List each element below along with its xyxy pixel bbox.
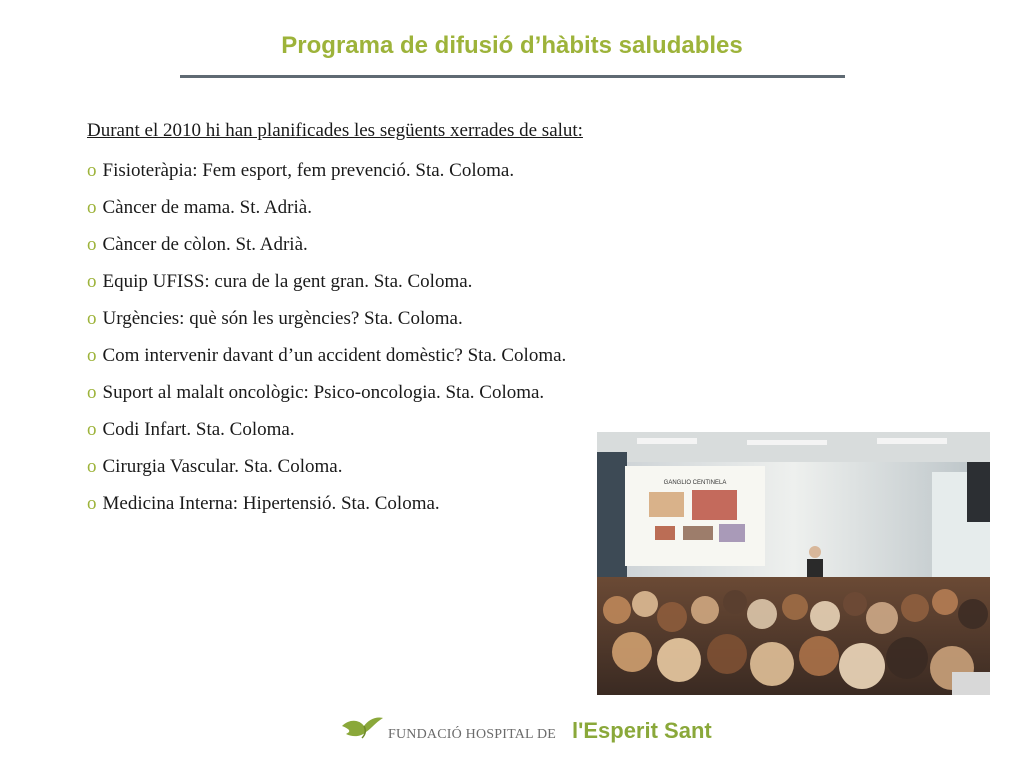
slide-title: Programa de difusió d’hàbits saludables bbox=[281, 32, 743, 59]
projection-screen bbox=[625, 466, 765, 566]
bullet-marker: o bbox=[87, 345, 97, 366]
list-item bbox=[87, 231, 566, 268]
bullet-marker: o bbox=[87, 493, 97, 514]
talk-text: Equip UFISS: cura de la gent gran. Sta. Coloma. bbox=[102, 271, 473, 292]
bullet-marker: o bbox=[87, 419, 97, 440]
list-item bbox=[87, 305, 566, 342]
talk-text: Càncer de mama. St. Adrià. bbox=[102, 197, 312, 218]
talk-text: Cirurgia Vascular. Sta. Coloma. bbox=[102, 456, 343, 477]
projected-slide-title: GANGLIO CENTINELA bbox=[663, 480, 727, 486]
talk-text: Com intervenir davant d’un accident domèstic? Sta. Coloma. bbox=[102, 345, 567, 366]
list-item bbox=[87, 194, 566, 231]
list-item bbox=[87, 379, 566, 416]
talk-text: Fisioteràpia: Fem esport, fem prevenció. Sta. Coloma. bbox=[102, 160, 515, 181]
talk-text: Suport al malalt oncològic: Psico-oncologia. Sta. Coloma. bbox=[102, 382, 545, 403]
logo-brand-text: l'Esperit Sant bbox=[572, 718, 712, 743]
bullet-marker: o bbox=[87, 197, 97, 218]
bullet-marker: o bbox=[87, 234, 97, 255]
foundation-logo bbox=[340, 712, 740, 746]
bullet-marker: o bbox=[87, 308, 97, 329]
logo-org-text: FUNDACIÓ HOSPITAL DE bbox=[388, 727, 557, 742]
list-item bbox=[87, 416, 566, 453]
bullet-marker: o bbox=[87, 160, 97, 181]
talk-text: Codi Infart. Sta. Coloma. bbox=[102, 419, 295, 440]
dove-icon bbox=[340, 712, 384, 744]
intro-text: Durant el 2010 hi han planificades les següents xerrades de salut: bbox=[87, 120, 583, 141]
list-item bbox=[87, 453, 566, 490]
talks-list bbox=[87, 157, 566, 527]
title-divider bbox=[180, 75, 845, 78]
talk-text: Urgències: què són les urgències? Sta. Coloma. bbox=[102, 308, 463, 329]
lecture-photo bbox=[597, 432, 990, 695]
list-item bbox=[87, 157, 566, 194]
talk-text: Càncer de còlon. St. Adrià. bbox=[102, 234, 308, 255]
list-item bbox=[87, 268, 566, 305]
bullet-marker: o bbox=[87, 382, 97, 403]
bullet-marker: o bbox=[87, 456, 97, 477]
talk-text: Medicina Interna: Hipertensió. Sta. Coloma. bbox=[102, 493, 440, 514]
bullet-marker: o bbox=[87, 271, 97, 292]
list-item bbox=[87, 342, 566, 379]
list-item bbox=[87, 490, 566, 527]
